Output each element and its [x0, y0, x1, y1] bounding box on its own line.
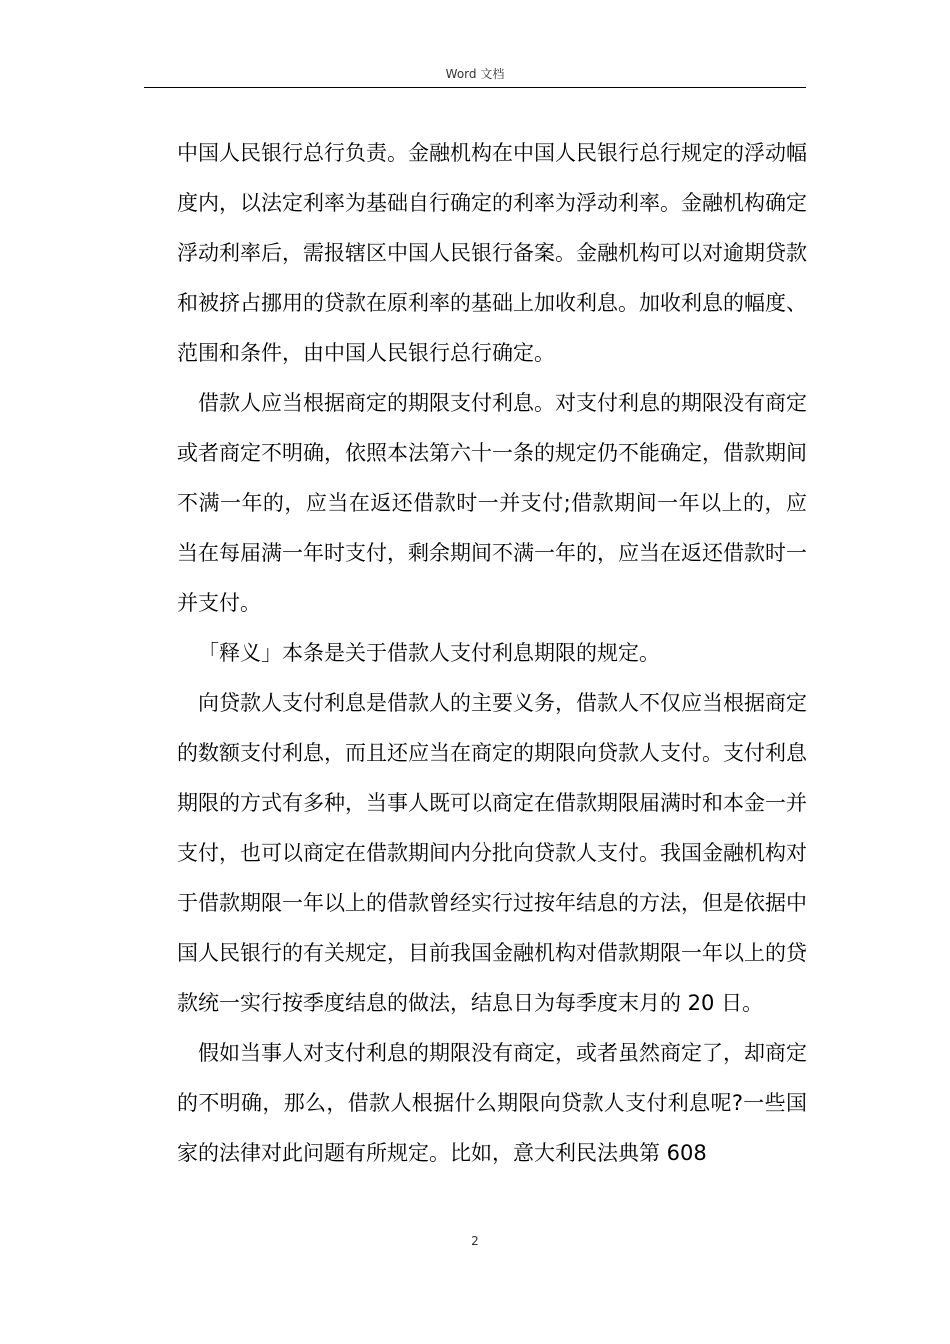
- page-header-title: Word 文档: [445, 67, 505, 81]
- document-body: [177, 128, 807, 1178]
- paragraph: 「释义」本条是关于借款人支付利息期限的规定。: [198, 641, 660, 665]
- paragraph: 向贷款人支付利息是借款人的主要义务，借款人不仅应当根据商定的数额支付利息，而且还应当在商定的期限向贷款人支付。支付利息期限的方式有多种，当事人既可以商定在借款期限届满时和本金一并支付，也可以商定在借款期间内分批向贷款人支付。我国金融机构对于借款期限一年以上的借款曾经实行过按年结息的方法，但是依据中国人民银行的有关规定，目前我国金融机构对借款期限一年以上的贷款统一实行按季度结息的做法，结息日为每季度末月的 20 日。: [177, 691, 807, 1015]
- header-divider: [144, 87, 806, 88]
- page-number: 2: [471, 1234, 479, 1248]
- paragraph: 借款人应当根据商定的期限支付利息。对支付利息的期限没有商定或者商定不明确，依照本法第六十一条的规定仍不能确定，借款期间不满一年的，应当在返还借款时一并支付;借款期间一年以上的，应当在每届满一年时支付，剩余期间不满一年的，应当在返还借款时一并支付。: [177, 391, 807, 615]
- paragraph: 中国人民银行总行负责。金融机构在中国人民银行总行规定的浮动幅度内，以法定利率为基础自行确定的利率为浮动利率。金融机构确定浮动利率后，需报辖区中国人民银行备案。金融机构可以对逾期贷款和被挤占挪用的贷款在原利率的基础上加收利息。加收利息的幅度、范围和条件，由中国人民银行总行确定。: [177, 141, 807, 365]
- paragraph: 假如当事人对支付利息的期限没有商定，或者虽然商定了，却商定的不明确，那么，借款人根据什么期限向贷款人支付利息呢?一些国家的法律对此问题有所规定。比如，意大利民法典第 608: [177, 1041, 807, 1165]
